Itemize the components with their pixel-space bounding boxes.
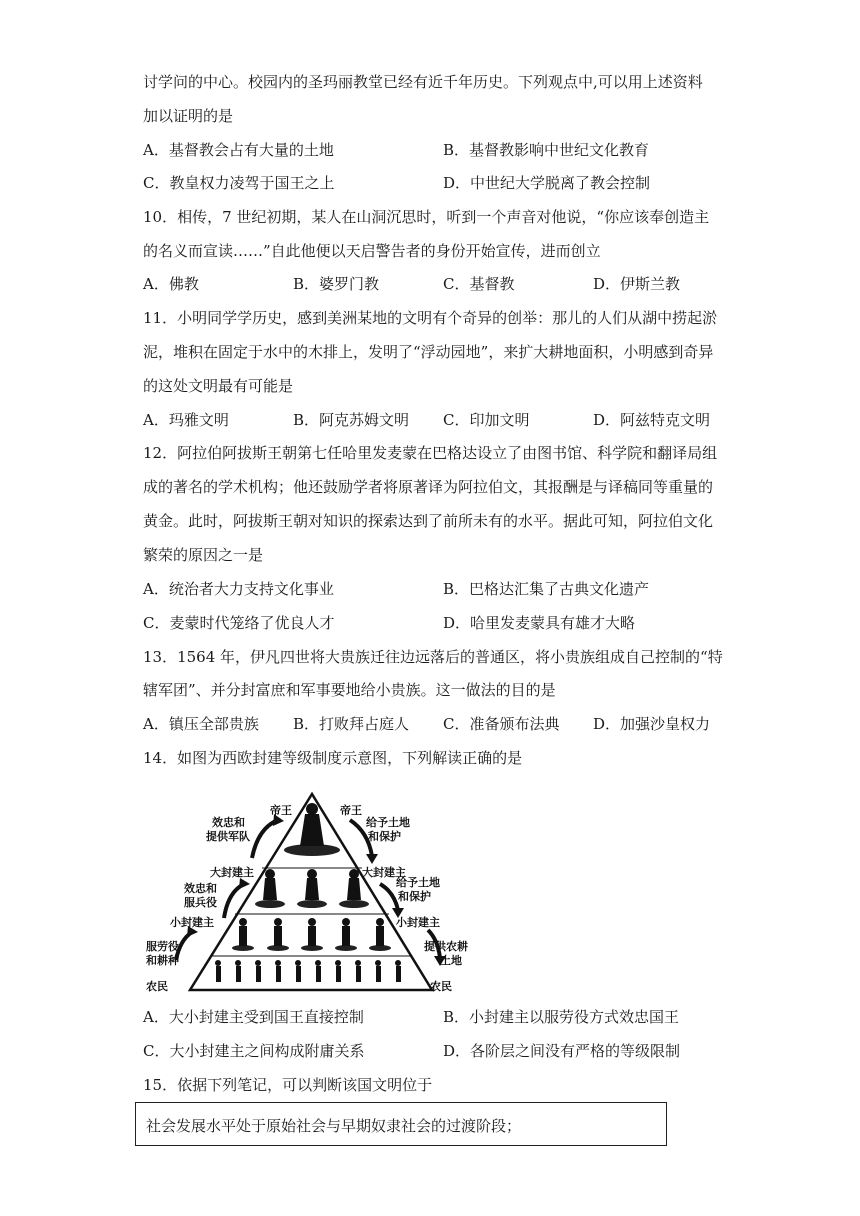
label-left-6: 农民 (146, 980, 168, 993)
label-right-3a: 给予土地 (396, 876, 440, 889)
q14-text-line-1: 14．如图为西欧封建等级制度示意图，下列解读正确的是 (143, 749, 523, 767)
lesser-lords-figures (232, 918, 391, 951)
q13-option-a: A．镇压全部贵族 (143, 715, 259, 733)
q11-option-c: C．印加文明 (443, 411, 530, 429)
q10-option-a: A．佛教 (143, 275, 199, 293)
q12-text-line-3: 黄金。此时，阿拔斯王朝对知识的探索达到了前所未有的水平。据此可知，阿拉伯文化 (143, 512, 714, 530)
q12-option-d: D．哈里发麦蒙具有雄才大略 (443, 614, 636, 632)
label-left-3b: 服兵役 (184, 896, 217, 909)
peasants-figures (215, 960, 401, 982)
q9-text-line-2: 加以证明的是 (143, 107, 234, 125)
arrow-up-2 (224, 884, 244, 918)
great-lords-figures (255, 869, 369, 908)
q12-text-line-1: 12．阿拉伯阿拔斯王朝第七任哈里发麦蒙在巴格达设立了由图书馆、科学院和翻译局组 (143, 444, 718, 462)
q10-text-line-1: 10．相传，7 世纪初期，某人在山洞沉思时，听到一个声音对他说，“你应该奉创造主 (143, 208, 710, 226)
q11-text-line-2: 泥，堆积在固定于水中的木排上，发明了“浮动园地”，来扩大耕地面积，小明感到奇异 (143, 343, 714, 361)
label-king-left: 帝王 (270, 804, 292, 817)
q12-option-c: C．麦蒙时代笼络了优良人才 (143, 614, 335, 632)
label-right-4: 小封建主 (396, 916, 440, 929)
label-right-3b: 和保护 (398, 890, 431, 903)
q13-text-line-1: 13．1564 年，伊凡四世将大贵族迁往边远落后的普通区，将小贵族组成自己控制的“特 (143, 648, 723, 666)
q10-text-line-2: 的名义而宣读……”自此他便以天启警告者的身份开始宣传，进而创立 (143, 242, 601, 260)
q12-option-b: B．巴格达汇集了古典文化遗产 (443, 580, 650, 598)
label-right-1b: 和保护 (368, 830, 401, 843)
label-left-4: 小封建主 (170, 916, 214, 929)
q14-option-d: D．各阶层之间没有严格的等级限制 (443, 1042, 681, 1060)
q9-option-b: B．基督教影响中世纪文化教育 (443, 141, 650, 159)
label-left-1b: 提供军队 (206, 830, 250, 843)
feudal-hierarchy-diagram (140, 780, 480, 1002)
label-right-5b: 土地 (440, 954, 462, 967)
q13-option-d: D．加强沙皇权力 (593, 715, 711, 733)
q12-text-line-4: 繁荣的原因之一是 (143, 546, 264, 564)
q11-text-line-3: 的这处文明最有可能是 (143, 377, 294, 395)
label-king-right: 帝王 (340, 804, 362, 817)
q13-option-c: C．准备颁布法典 (443, 715, 560, 733)
q12-option-a: A．统治者大力支持文化事业 (143, 580, 334, 598)
label-right-6: 农民 (430, 980, 452, 993)
label-left-1a: 效忠和 (212, 816, 245, 829)
q10-option-d: D．伊斯兰教 (593, 275, 681, 293)
king-figure (284, 803, 340, 856)
q12-text-line-2: 成的著名的学术机构；他还鼓励学者将原著译为阿拉伯文，其报酬是与译稿同等重量的 (143, 478, 714, 496)
label-left-5a: 服劳役 (146, 940, 179, 953)
q15-text-line-1: 15．依据下列笔记，可以判断该国文明位于 (143, 1076, 433, 1094)
q15-note-box (135, 1102, 667, 1146)
label-left-3a: 效忠和 (184, 882, 217, 895)
q13-option-b: B．打败拜占庭人 (293, 715, 410, 733)
q10-option-b: B．婆罗门教 (293, 275, 380, 293)
q9-text-line-1: 讨学问的中心。校园内的圣玛丽教堂已经有近千年历史。下列观点中,可以用上述资料 (143, 73, 703, 91)
q14-option-b: B．小封建主以服劳役方式效忠国王 (443, 1008, 680, 1026)
q11-option-d: D．阿兹特克文明 (593, 411, 711, 429)
label-left-2: 大封建主 (210, 866, 254, 879)
q9-option-a: A．基督教会占有大量的土地 (143, 141, 334, 159)
q11-option-a: A．玛雅文明 (143, 411, 229, 429)
label-right-5a: 提供农耕 (424, 940, 468, 953)
q11-option-b: B．阿克苏姆文明 (293, 411, 410, 429)
label-right-1a: 给予土地 (366, 816, 410, 829)
feudal-pyramid-svg (140, 780, 480, 1002)
q9-option-c: C．教皇权力凌驾于国王之上 (143, 174, 335, 192)
q14-option-a: A．大小封建主受到国王直接控制 (143, 1008, 364, 1026)
label-left-5b: 和耕种 (146, 954, 179, 967)
q15-note-text: 社会发展水平处于原始社会与早期奴隶社会的过渡阶段； (146, 1117, 522, 1135)
q10-option-c: C．基督教 (443, 275, 515, 293)
q14-option-c: C．大小封建主之间构成附庸关系 (143, 1042, 365, 1060)
q11-text-line-1: 11．小明同学学历史，感到美洲某地的文明有个奇异的创举：那儿的人们从湖中捞起淤 (143, 309, 718, 327)
label-right-2: 大封建主 (362, 866, 406, 879)
arrow-up-1 (252, 820, 278, 858)
q13-text-line-2: 辖军团”、并分封富庶和军事要地给小贵族。这一做法的目的是 (143, 681, 556, 699)
q9-option-d: D．中世纪大学脱离了教会控制 (443, 174, 651, 192)
